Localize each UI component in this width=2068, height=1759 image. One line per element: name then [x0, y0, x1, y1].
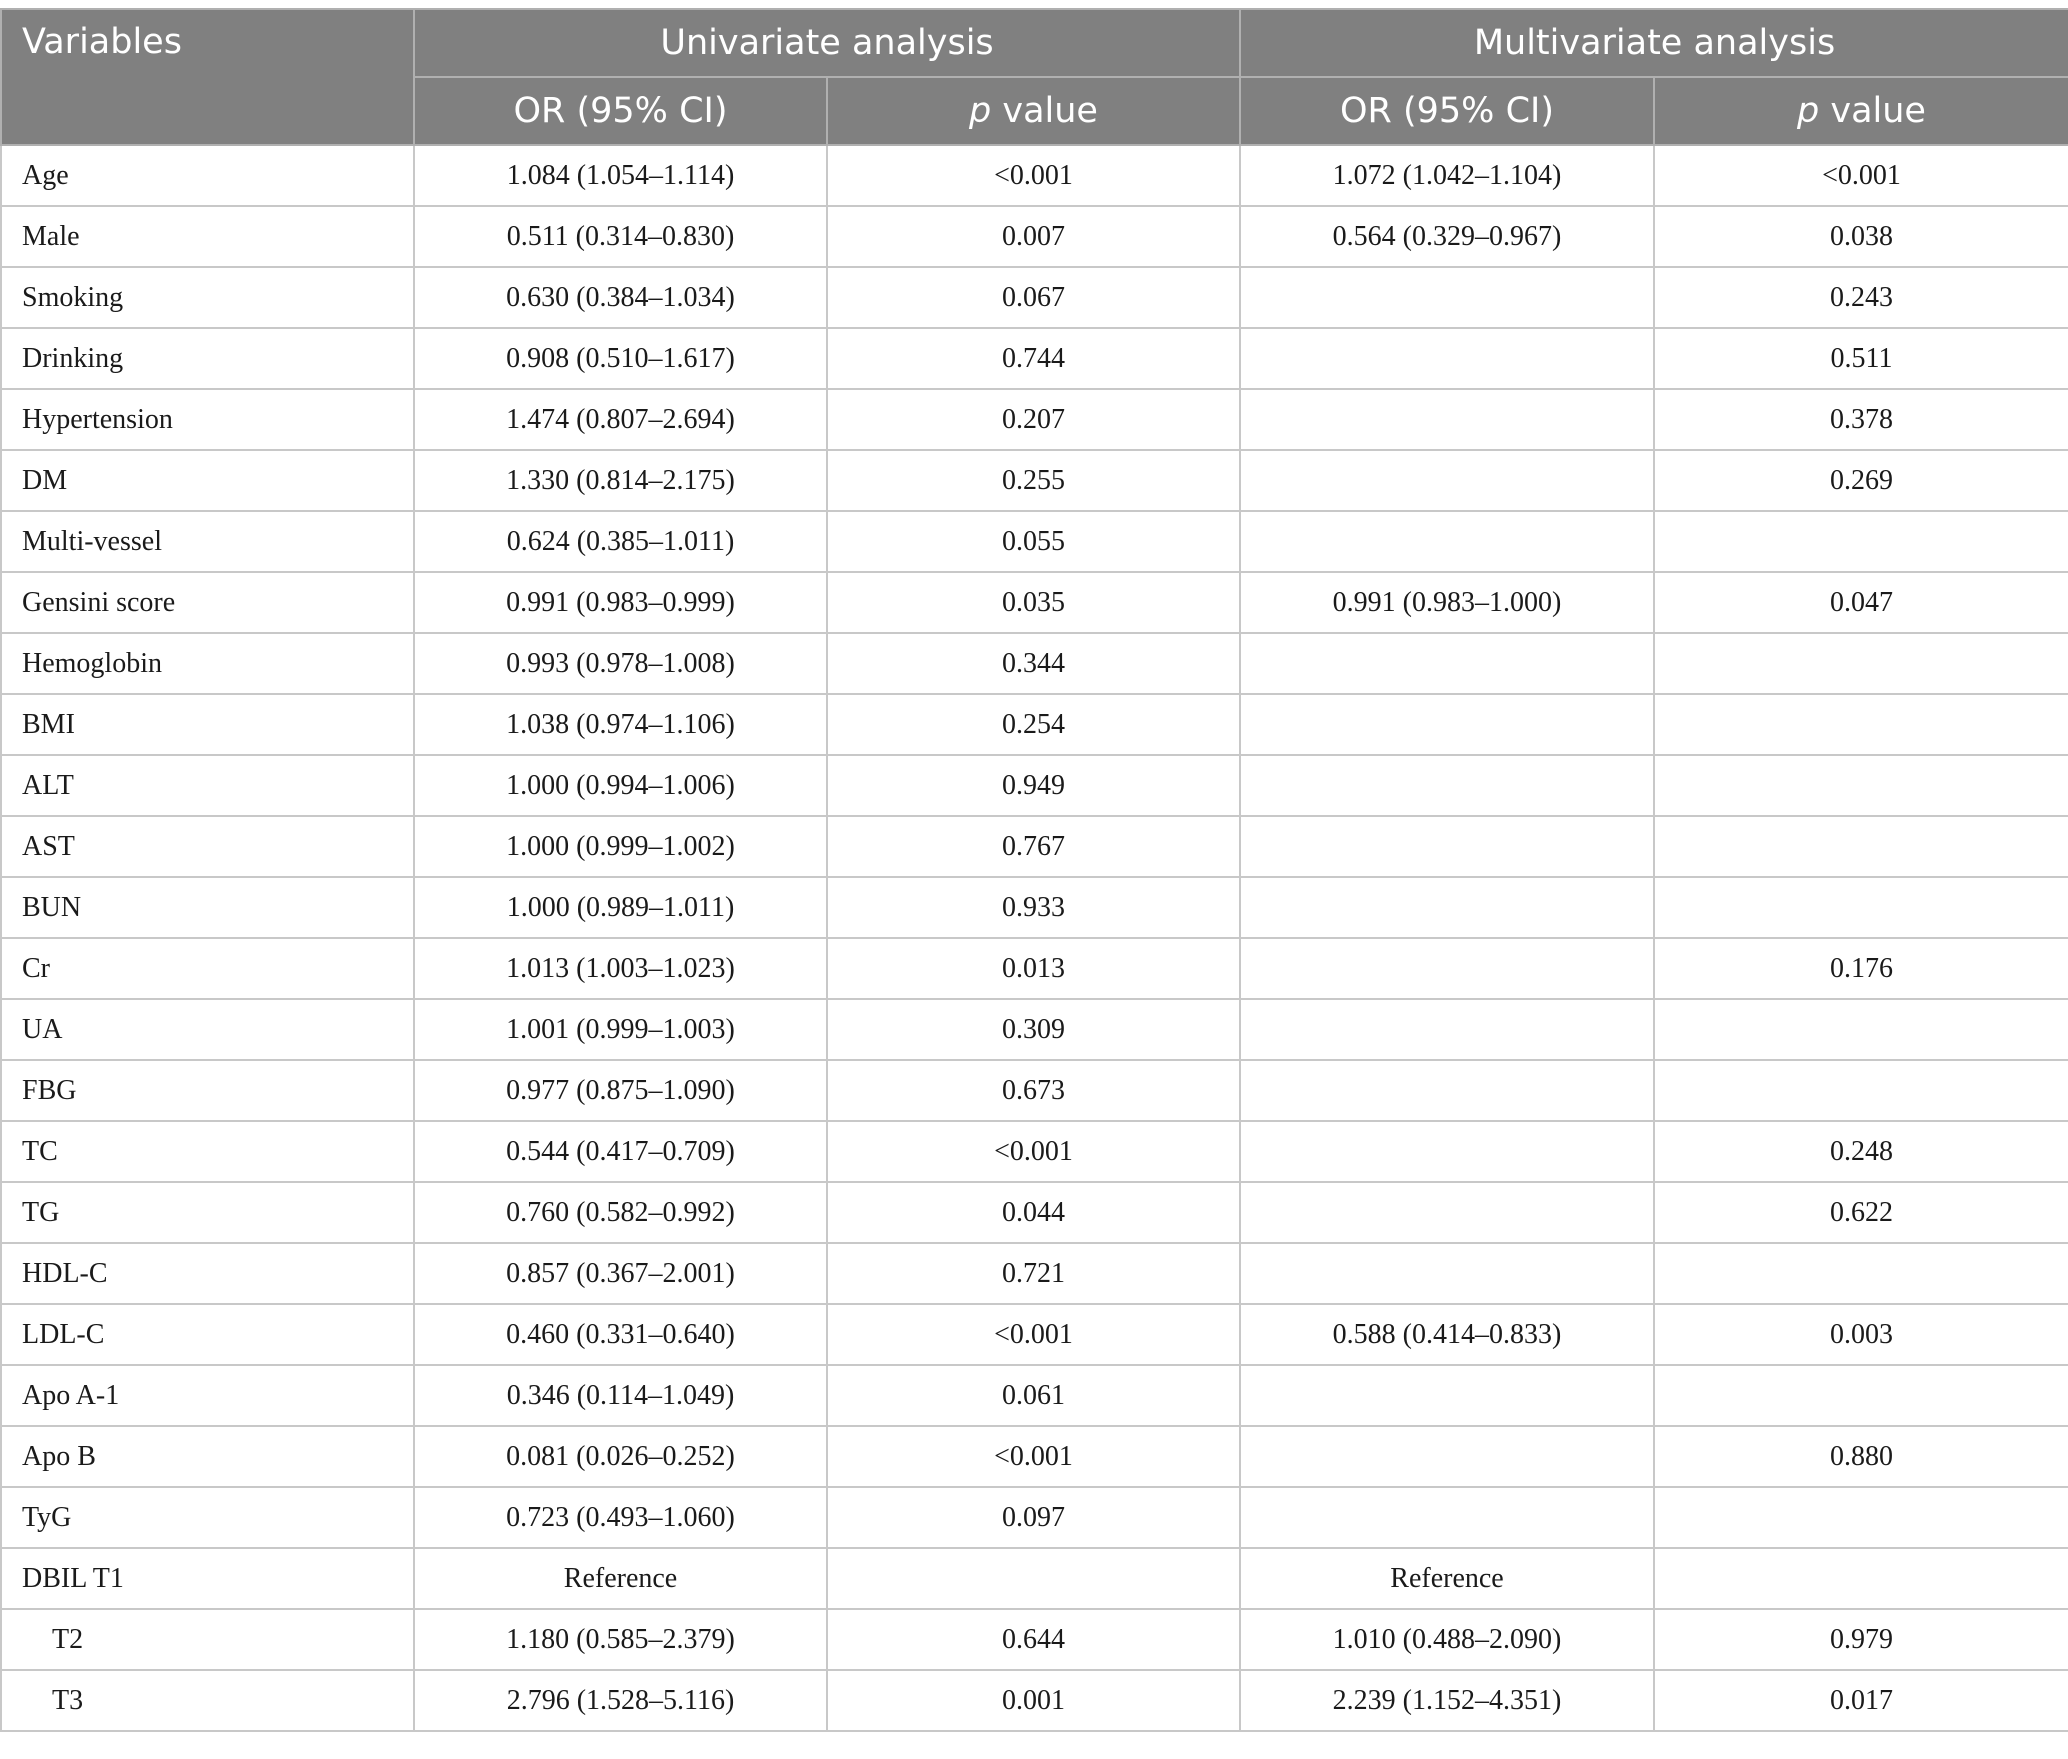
univariate-p-cell: <0.001: [827, 1121, 1240, 1182]
variable-cell: Age: [1, 145, 414, 206]
univariate-or-cell: 0.346 (0.114–1.049): [414, 1365, 827, 1426]
multivariate-p-cell: <0.001: [1654, 145, 2068, 206]
multivariate-p-cell: [1654, 694, 2068, 755]
variable-cell: DM: [1, 450, 414, 511]
multivariate-or-cell: [1240, 938, 1654, 999]
univariate-or-cell: 0.977 (0.875–1.090): [414, 1060, 827, 1121]
multivariate-or-cell: [1240, 1243, 1654, 1304]
variable-cell: Cr: [1, 938, 414, 999]
multivariate-or-cell: 0.588 (0.414–0.833): [1240, 1304, 1654, 1365]
table-row: [1, 1609, 2068, 1670]
univariate-p-cell: 0.013: [827, 938, 1240, 999]
multivariate-or-cell: [1240, 816, 1654, 877]
table-row: [1, 755, 2068, 816]
table-row: [1, 267, 2068, 328]
multivariate-p-cell: [1654, 633, 2068, 694]
p-letter: p: [1797, 91, 1820, 131]
multivariate-p-cell: 0.979: [1654, 1609, 2068, 1670]
header-multi-p-value: [1654, 77, 2068, 145]
univariate-or-cell: 2.796 (1.528–5.116): [414, 1670, 827, 1731]
univariate-or-cell: 1.000 (0.994–1.006): [414, 755, 827, 816]
multivariate-p-cell: [1654, 816, 2068, 877]
multivariate-or-cell: [1240, 1182, 1654, 1243]
variable-cell: Drinking: [1, 328, 414, 389]
table-row: [1, 1304, 2068, 1365]
p-letter: p: [969, 91, 992, 131]
variable-cell: BMI: [1, 694, 414, 755]
multivariate-or-cell: [1240, 755, 1654, 816]
header-multivariate: Multivariate analysis: [1240, 9, 2068, 77]
regression-table: [0, 8, 2068, 1732]
multivariate-p-cell: [1654, 877, 2068, 938]
table-row: [1, 1060, 2068, 1121]
table-row: [1, 389, 2068, 450]
univariate-p-cell: 0.255: [827, 450, 1240, 511]
univariate-or-cell: 0.081 (0.026–0.252): [414, 1426, 827, 1487]
multivariate-or-cell: 0.991 (0.983–1.000): [1240, 572, 1654, 633]
univariate-p-cell: 0.007: [827, 206, 1240, 267]
multivariate-p-cell: [1654, 1365, 2068, 1426]
multivariate-or-cell: [1240, 328, 1654, 389]
multivariate-p-cell: [1654, 755, 2068, 816]
univariate-or-cell: 0.723 (0.493–1.060): [414, 1487, 827, 1548]
univariate-p-cell: 0.055: [827, 511, 1240, 572]
univariate-or-cell: 1.000 (0.999–1.002): [414, 816, 827, 877]
variable-cell: TC: [1, 1121, 414, 1182]
multivariate-p-cell: 0.269: [1654, 450, 2068, 511]
univariate-p-cell: 0.673: [827, 1060, 1240, 1121]
multivariate-or-cell: [1240, 267, 1654, 328]
univariate-p-cell: 0.207: [827, 389, 1240, 450]
table-row: [1, 145, 2068, 206]
multivariate-p-cell: [1654, 511, 2068, 572]
multivariate-p-cell: [1654, 1487, 2068, 1548]
univariate-or-cell: 1.001 (0.999–1.003): [414, 999, 827, 1060]
univariate-p-cell: 0.067: [827, 267, 1240, 328]
univariate-p-cell: 0.044: [827, 1182, 1240, 1243]
univariate-p-cell: 0.344: [827, 633, 1240, 694]
multivariate-p-cell: [1654, 1548, 2068, 1609]
table-row: [1, 1548, 2068, 1609]
univariate-p-cell: 0.254: [827, 694, 1240, 755]
multivariate-or-cell: 1.010 (0.488–2.090): [1240, 1609, 1654, 1670]
variable-cell: AST: [1, 816, 414, 877]
univariate-p-cell: 0.001: [827, 1670, 1240, 1731]
univariate-or-cell: 0.760 (0.582–0.992): [414, 1182, 827, 1243]
multivariate-or-cell: [1240, 694, 1654, 755]
univariate-p-cell: 0.949: [827, 755, 1240, 816]
header-univariate: Univariate analysis: [414, 9, 1240, 77]
univariate-or-cell: 1.474 (0.807–2.694): [414, 389, 827, 450]
multivariate-or-cell: [1240, 511, 1654, 572]
variable-cell: BUN: [1, 877, 414, 938]
header-variables: Variables: [1, 9, 414, 145]
variable-cell: T2: [1, 1609, 414, 1670]
univariate-p-cell: 0.035: [827, 572, 1240, 633]
multivariate-or-cell: [1240, 633, 1654, 694]
univariate-p-cell: [827, 1548, 1240, 1609]
multivariate-p-cell: [1654, 1243, 2068, 1304]
multivariate-p-cell: [1654, 999, 2068, 1060]
univariate-or-cell: 0.544 (0.417–0.709): [414, 1121, 827, 1182]
univariate-p-cell: 0.061: [827, 1365, 1240, 1426]
univariate-p-cell: 0.933: [827, 877, 1240, 938]
multivariate-p-cell: 0.176: [1654, 938, 2068, 999]
regression-table-container: [0, 8, 2068, 1732]
univariate-p-cell: 0.744: [827, 328, 1240, 389]
multivariate-p-cell: 0.017: [1654, 1670, 2068, 1731]
univariate-or-cell: 1.013 (1.003–1.023): [414, 938, 827, 999]
multivariate-or-cell: [1240, 1365, 1654, 1426]
multivariate-or-cell: [1240, 1487, 1654, 1548]
variable-cell: Hypertension: [1, 389, 414, 450]
univariate-p-cell: <0.001: [827, 145, 1240, 206]
variable-cell: LDL-C: [1, 1304, 414, 1365]
table-row: [1, 633, 2068, 694]
univariate-or-cell: 0.460 (0.331–0.640): [414, 1304, 827, 1365]
multivariate-p-cell: [1654, 1060, 2068, 1121]
variable-cell: HDL-C: [1, 1243, 414, 1304]
table-row: [1, 999, 2068, 1060]
table-row: [1, 206, 2068, 267]
variable-cell: FBG: [1, 1060, 414, 1121]
multivariate-p-cell: 0.622: [1654, 1182, 2068, 1243]
univariate-or-cell: 0.511 (0.314–0.830): [414, 206, 827, 267]
table-row: [1, 328, 2068, 389]
variable-cell: Apo A-1: [1, 1365, 414, 1426]
multivariate-or-cell: [1240, 1060, 1654, 1121]
table-row: [1, 877, 2068, 938]
table-row: [1, 1243, 2068, 1304]
univariate-p-cell: 0.721: [827, 1243, 1240, 1304]
table-header: [1, 9, 2068, 145]
variable-cell: Hemoglobin: [1, 633, 414, 694]
p-suffix: value: [991, 91, 1098, 131]
univariate-or-cell: Reference: [414, 1548, 827, 1609]
multivariate-or-cell: [1240, 877, 1654, 938]
univariate-or-cell: 0.857 (0.367–2.001): [414, 1243, 827, 1304]
table-row: [1, 1670, 2068, 1731]
p-suffix: value: [1819, 91, 1926, 131]
variable-cell: Multi-vessel: [1, 511, 414, 572]
univariate-p-cell: <0.001: [827, 1426, 1240, 1487]
multivariate-p-cell: 0.378: [1654, 389, 2068, 450]
table-row: [1, 938, 2068, 999]
univariate-p-cell: 0.644: [827, 1609, 1240, 1670]
multivariate-p-cell: 0.047: [1654, 572, 2068, 633]
table-row: [1, 450, 2068, 511]
univariate-or-cell: 0.991 (0.983–0.999): [414, 572, 827, 633]
variable-cell: TG: [1, 1182, 414, 1243]
multivariate-or-cell: 1.072 (1.042–1.104): [1240, 145, 1654, 206]
table-row: [1, 816, 2068, 877]
univariate-or-cell: 0.630 (0.384–1.034): [414, 267, 827, 328]
table-row: [1, 694, 2068, 755]
univariate-p-cell: 0.097: [827, 1487, 1240, 1548]
multivariate-or-cell: [1240, 389, 1654, 450]
header-multi-or-ci: OR (95% CI): [1240, 77, 1654, 145]
univariate-or-cell: 1.000 (0.989–1.011): [414, 877, 827, 938]
multivariate-or-cell: [1240, 1426, 1654, 1487]
multivariate-or-cell: 2.239 (1.152–4.351): [1240, 1670, 1654, 1731]
variable-cell: TyG: [1, 1487, 414, 1548]
univariate-or-cell: 1.038 (0.974–1.106): [414, 694, 827, 755]
multivariate-or-cell: [1240, 450, 1654, 511]
multivariate-p-cell: 0.003: [1654, 1304, 2068, 1365]
univariate-or-cell: 0.624 (0.385–1.011): [414, 511, 827, 572]
variable-cell: T3: [1, 1670, 414, 1731]
table-row: [1, 511, 2068, 572]
multivariate-p-cell: 0.248: [1654, 1121, 2068, 1182]
univariate-p-cell: <0.001: [827, 1304, 1240, 1365]
table-row: [1, 1426, 2068, 1487]
table-row: [1, 1365, 2068, 1426]
variable-cell: ALT: [1, 755, 414, 816]
header-uni-p-value: [827, 77, 1240, 145]
table-row: [1, 572, 2068, 633]
univariate-or-cell: 1.180 (0.585–2.379): [414, 1609, 827, 1670]
multivariate-or-cell: Reference: [1240, 1548, 1654, 1609]
multivariate-p-cell: 0.038: [1654, 206, 2068, 267]
univariate-or-cell: 0.993 (0.978–1.008): [414, 633, 827, 694]
multivariate-p-cell: 0.511: [1654, 328, 2068, 389]
header-uni-or-ci: OR (95% CI): [414, 77, 827, 145]
univariate-or-cell: 1.330 (0.814–2.175): [414, 450, 827, 511]
multivariate-p-cell: 0.243: [1654, 267, 2068, 328]
table-row: [1, 1182, 2068, 1243]
table-row: [1, 1121, 2068, 1182]
univariate-p-cell: 0.309: [827, 999, 1240, 1060]
variable-cell: Apo B: [1, 1426, 414, 1487]
multivariate-or-cell: [1240, 1121, 1654, 1182]
multivariate-p-cell: 0.880: [1654, 1426, 2068, 1487]
variable-cell: Smoking: [1, 267, 414, 328]
multivariate-or-cell: [1240, 999, 1654, 1060]
table-row: [1, 1487, 2068, 1548]
variable-cell: Gensini score: [1, 572, 414, 633]
multivariate-or-cell: 0.564 (0.329–0.967): [1240, 206, 1654, 267]
variable-cell: DBIL T1: [1, 1548, 414, 1609]
univariate-or-cell: 1.084 (1.054–1.114): [414, 145, 827, 206]
univariate-or-cell: 0.908 (0.510–1.617): [414, 328, 827, 389]
table-body: [1, 145, 2068, 1731]
univariate-p-cell: 0.767: [827, 816, 1240, 877]
variable-cell: Male: [1, 206, 414, 267]
variable-cell: UA: [1, 999, 414, 1060]
